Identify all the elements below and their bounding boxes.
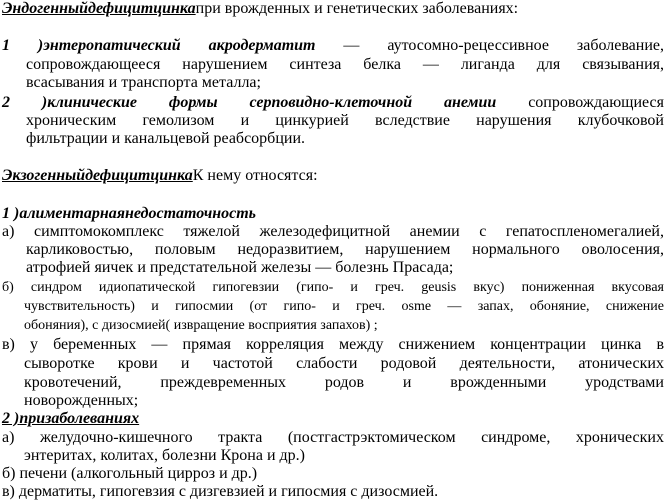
exo-sec2-term: призаболеваниях — [19, 410, 140, 427]
exo-sec2-num: 2 ) — [2, 410, 20, 427]
endogenous-heading: Эндогенныйдефицитцинка — [2, 0, 196, 17]
exo-sec1-heading — [2, 205, 664, 223]
exo-sec1-c-line1: в) у беременных — прямая корреляция между снижением концентрации цинка в — [2, 336, 664, 353]
endo-item2-num: 2 ) — [2, 94, 48, 111]
exogenous-heading-rest: К нему относятся: — [192, 167, 318, 184]
exo-sec1-a-line2: карликовостью, половым недоразвитием, нарушением нормального оволосения, — [26, 241, 664, 258]
exo-sec1-b-line1: б) синдром идиопатической гипогевзии (гипо- и греч. geusis вкус) пониженная вкусовая — [2, 280, 664, 295]
exogenous-heading-line — [2, 167, 664, 185]
endo-item1-num: 1 ) — [2, 37, 44, 54]
endogenous-heading-rest: при врожденных и генетических заболеваниях: — [195, 0, 519, 17]
exo-sec1-c-line4: новорожденных; — [24, 392, 139, 409]
exo-sec1-a-line1: а) симптомокомплекс тяжелой железодефицитной анемии с гепатоспленомегалией, — [2, 223, 664, 240]
endogenous-heading-line — [2, 0, 664, 18]
endo-item1-text1: — аутосомно-рецессивное заболевание, — [315, 37, 665, 54]
endo-item2-line2: хроническим гемолизом и цинкурией вследствие нарушения клубочковой — [26, 112, 664, 129]
exo-sec1-b-line2: чувствительность) и гипосмии (от гипо- и греч. osme — запах, обоняние, снижение — [24, 299, 664, 314]
exo-sec1-c-line3: кровотечений, преждевременных родов и врожденными уродствами — [24, 374, 664, 391]
exogenous-heading: Экзогенныйдефицитцинка — [2, 167, 193, 184]
exo-sec1-b-line3: обоняния), с дизосмией( извращение восприятия запахов) ; — [24, 318, 378, 333]
exo-sec1-num: 1 ) — [2, 205, 20, 222]
exo-sec2-a-line1: а) желудочно-кишечного тракта (постгастрэктомическом синдроме, хронических — [2, 429, 664, 446]
exo-sec1-term: алиментарнаянедостаточность — [19, 205, 256, 222]
exo-sec1-a-line3: атрофией яичек и предстательной железы — болезнь Прасада; — [26, 259, 454, 276]
endo-item2-line1 — [2, 94, 664, 112]
endo-item1-line2: сопровождающееся нарушением синтеза белка — лиганда для связывания, — [26, 56, 664, 73]
exo-sec2-c-line1: в) дерматиты, гипогевзия с дизгевзией и гипосмия с дизосмией. — [2, 483, 439, 500]
endo-item1-term: энтеропатический акродерматит — [43, 37, 316, 54]
endo-item1-line1 — [2, 37, 664, 55]
endo-item2-text1: сопровождающиеся — [496, 94, 665, 111]
exo-sec2-a-line2: энтеритах, колитах, болезни Крона и др.) — [24, 447, 305, 464]
exo-sec2-heading — [2, 410, 664, 428]
exo-sec1-c-line2: сыворотке крови и частотой слабости родовой деятельности, атонических — [24, 355, 664, 372]
endo-item2-term: клинические формы серповидно-клеточной анемии — [47, 94, 497, 111]
endo-item1-line3: всасывания и транспорта металла; — [26, 74, 261, 91]
exo-sec2-b-line1: б) печени (алкогольный цирроз и др.) — [2, 465, 258, 482]
endo-item2-line3: фильтрации и канальцевой реабсорбции. — [26, 130, 305, 147]
